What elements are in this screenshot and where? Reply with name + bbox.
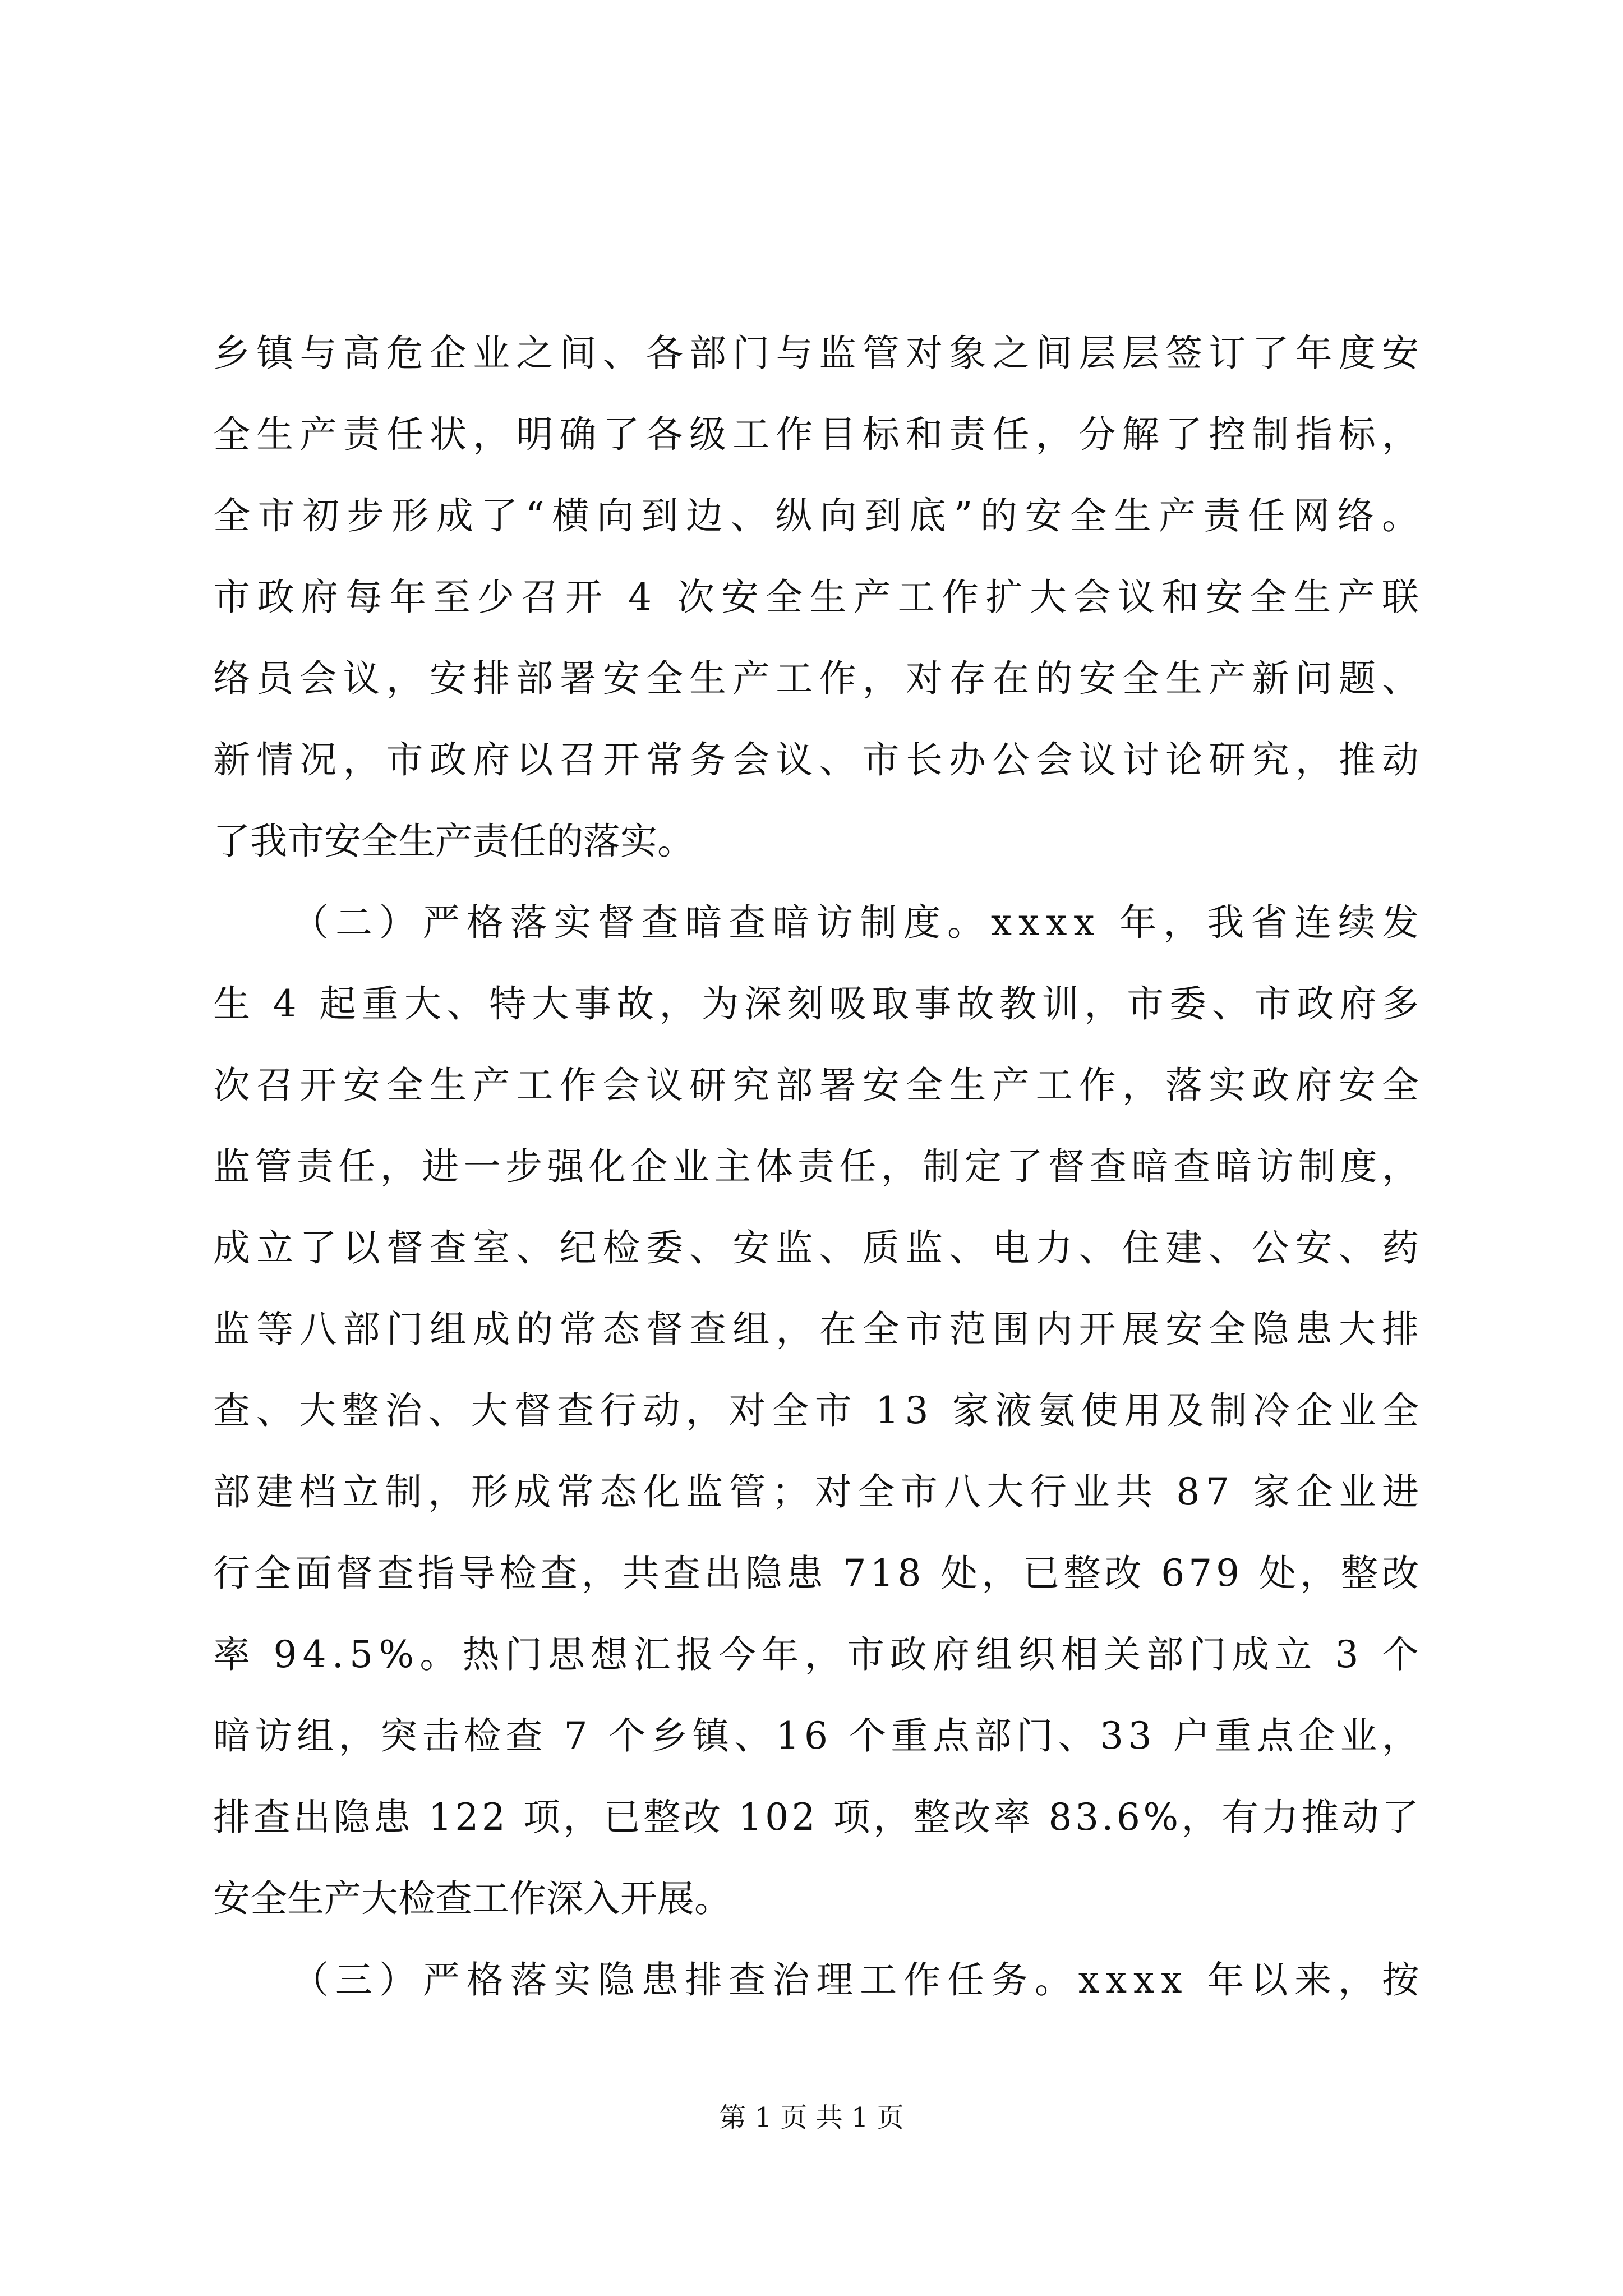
text-line: 监管责任，进一步强化企业主体责任，制定了督查暗查暗访制度， — [213, 1145, 1424, 1188]
text-line: 生 4 起重大、特大事故，为深刻吸取事故教训，市委、市政府多 — [213, 982, 1424, 1025]
text-line: 次召开安全生产工作会议研究部署安全生产工作，落实政府安全 — [213, 1064, 1426, 1107]
text-line: 全市初步形成了“横向到边、纵向到底”的安全生产责任网络。 — [213, 494, 1427, 537]
text-line: 安全生产大检查工作深入开展。 — [213, 1877, 731, 1920]
paragraph-heading: （二）严格落实督查暗查暗访制度。xxxx 年，我省连续发 — [292, 901, 1426, 944]
text-line: 乡镇与高危企业之间、各部门与监管对象之间层层签订了年度安 — [213, 332, 1426, 375]
text-line: 率 94.5%。热门思想汇报今年，市政府组织相关部门成立 3 个 — [213, 1633, 1425, 1676]
text-line: 查、大整治、大督查行动，对全市 13 家液氨使用及制冷企业全 — [213, 1389, 1425, 1432]
page-footer: 第 1 页 共 1 页 — [719, 2102, 904, 2133]
text-line: 市政府每年至少召开 4 次安全生产工作扩大会议和安全生产联 — [213, 576, 1426, 619]
text-line: 络员会议，安排部署安全生产工作，对存在的安全生产新问题、 — [213, 657, 1426, 700]
text-line: 新情况，市政府以召开常务会议、市长办公会议讨论研究，推动 — [213, 738, 1426, 781]
text-line: 暗访组，突击检查 7 个乡镇、16 个重点部门、33 户重点企业， — [213, 1714, 1424, 1757]
text-line: 了我市安全生产责任的落实。 — [213, 820, 694, 863]
text-line: 部建档立制，形成常态化监管；对全市八大行业共 87 家企业进 — [213, 1470, 1425, 1513]
text-line: 监等八部门组成的常态督查组，在全市范围内开展安全隐患大排 — [213, 1308, 1426, 1351]
text-line: 全生产责任状，明确了各级工作目标和责任，分解了控制指标， — [213, 413, 1426, 456]
text-line: 排查出隐患 122 项，已整改 102 项，整改率 83.6%，有力推动了 — [213, 1796, 1422, 1839]
text-line: 成立了以督查室、纪检委、安监、质监、电力、住建、公安、药 — [213, 1226, 1426, 1269]
paragraph-heading: （三）严格落实隐患排查治理工作任务。xxxx 年以来，按 — [292, 1958, 1426, 2001]
text-line: 行全面督查指导检查，共查出隐患 718 处，已整改 679 处，整改 — [213, 1552, 1423, 1595]
